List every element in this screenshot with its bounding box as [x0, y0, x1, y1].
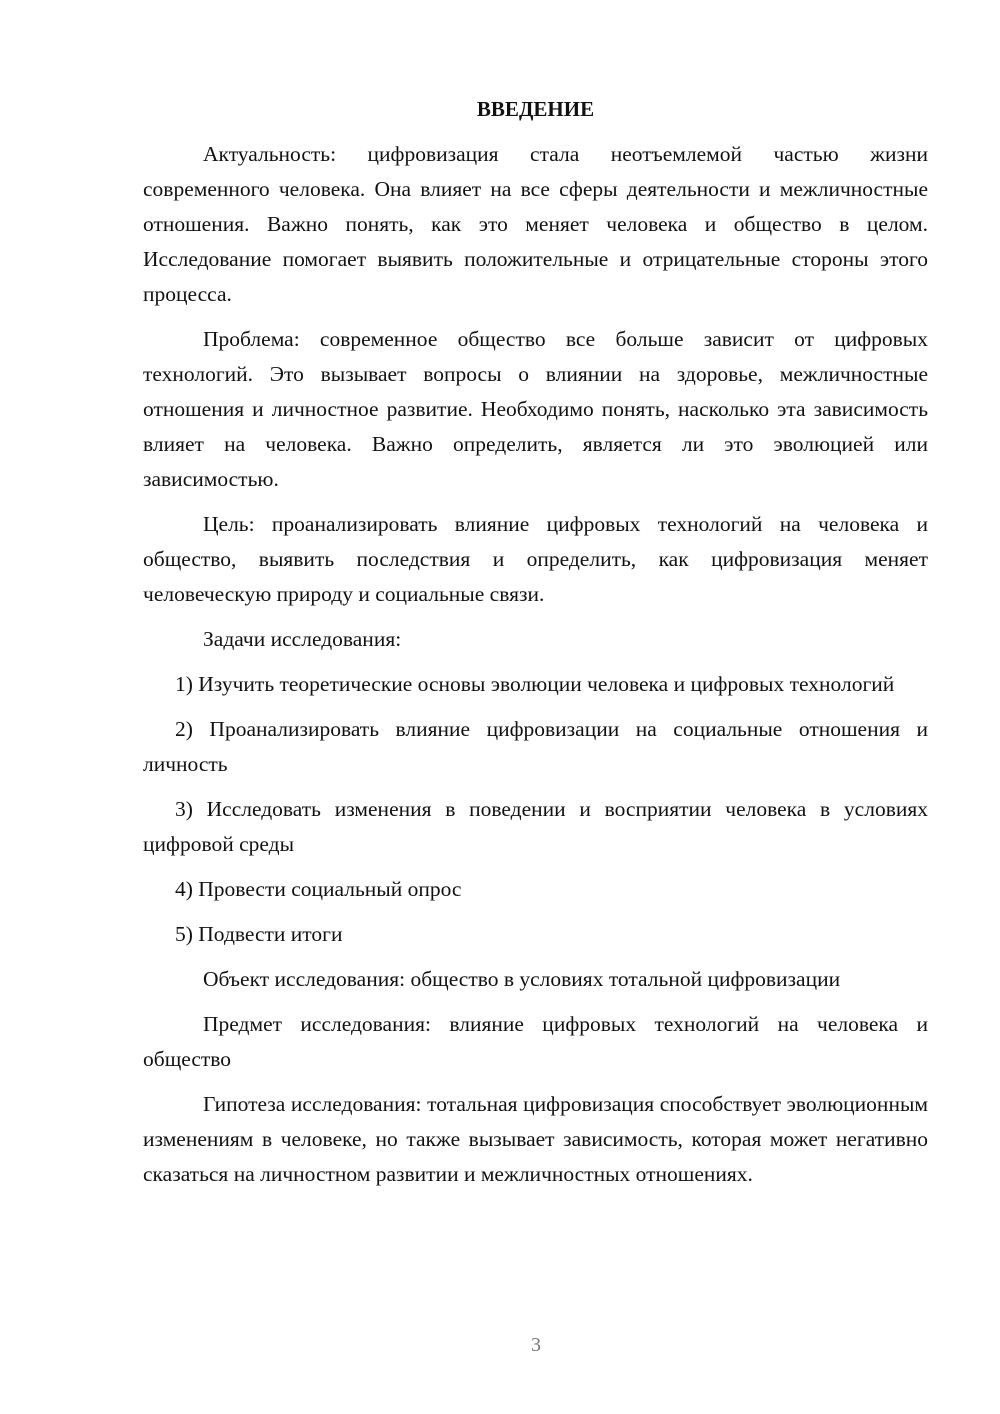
task-item-3: 3) Исследовать изменения в поведении и восприятии человека в условиях цифровой среды	[143, 797, 928, 856]
task-item-4: 4) Провести социальный опрос	[175, 877, 462, 901]
page-number: 3	[531, 1334, 541, 1356]
section-heading: ВВЕДЕНИЕ	[476, 97, 595, 121]
paragraph-object: Объект исследования: общество в условиях тотальной цифровизации	[203, 967, 841, 991]
task-item-5: 5) Подвести итоги	[175, 922, 343, 946]
paragraph-hypothesis: Гипотеза исследования: тотальная цифровизация способствует эволюционным изменениям в человеке, но также вызывает зависимость, которая может негативно сказаться на личностном развитии и межличностных отношениях.	[143, 1092, 928, 1186]
paragraph-relevance: Актуальность: цифровизация стала неотъемлемой частью жизни современного человека. Она влияет на все сферы деятельности и межличностные отношения. Важно понять, как это меняет человека и общество в целом. Исследование помогает выявить положительные и отрицательные стороны этого процесса.	[143, 142, 928, 306]
paragraph-problem: Проблема: современное общество все больше зависит от цифровых технологий. Это вызывает вопросы о влиянии на здоровье, межличностные отношения и личностное развитие. Необходимо понять, насколько эта зависимость влияет на человека. Важно определить, является ли это эволюцией или зависимостью.	[143, 327, 928, 491]
task-item-1: 1) Изучить теоретические основы эволюции человека и цифровых технологий	[175, 672, 895, 696]
paragraph-goal: Цель: проанализировать влияние цифровых технологий на человека и общество, выявить последствия и определить, как цифровизация меняет человеческую природу и социальные связи.	[143, 512, 928, 606]
paragraph-subject: Предмет исследования: влияние цифровых технологий на человека и общество	[143, 1012, 928, 1071]
page-content	[143, 92, 928, 1202]
task-item-2: 2) Проанализировать влияние цифровизации на социальные отношения и личность	[143, 717, 928, 776]
paragraph-tasks-intro: Задачи исследования:	[203, 627, 402, 651]
